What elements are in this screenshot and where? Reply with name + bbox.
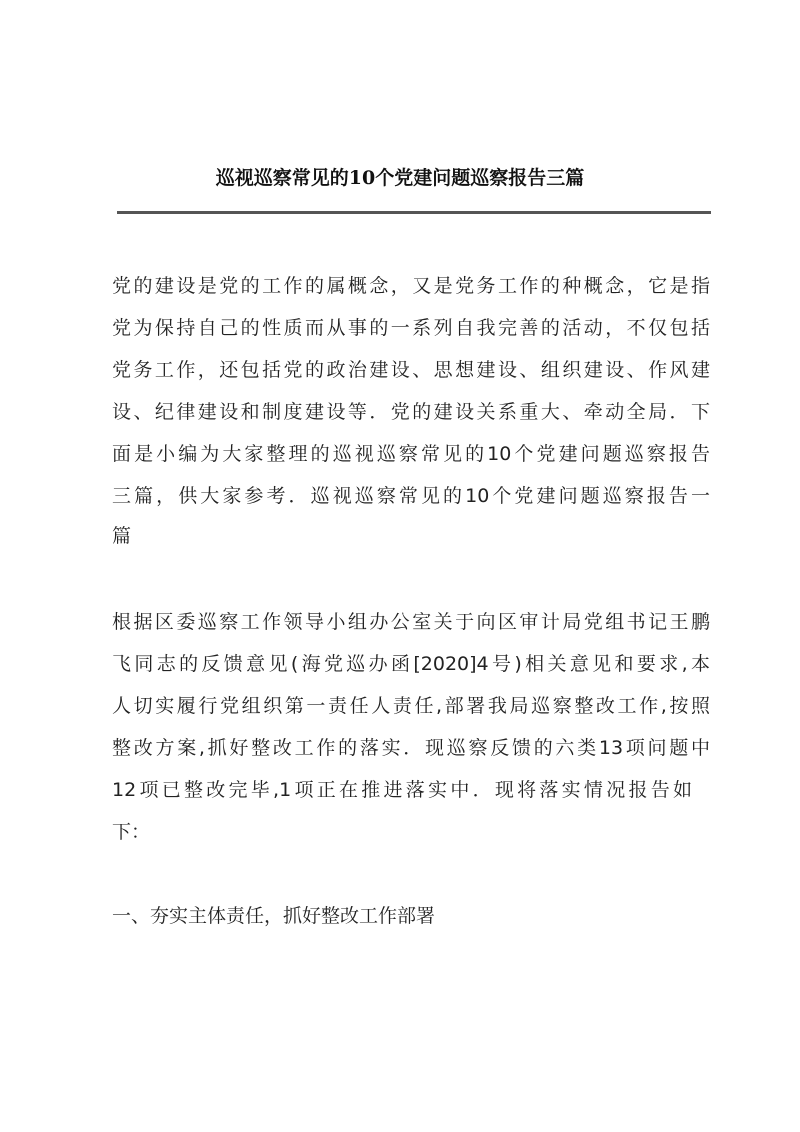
paragraph-line: 篇 xyxy=(112,525,132,547)
paragraph-line: 面是小编为大家整理的巡视巡察常见的10个党建问题巡察报告 xyxy=(112,443,710,465)
paragraph-line: 设、纪律建设和制度建设等．党的建设关系重大、牵动全局．下 xyxy=(112,401,710,423)
paragraph-line: 飞同志的反馈意见(海党巡办函[2020]4号)相关意见和要求,本 xyxy=(112,653,710,675)
paragraph-line: 党为保持自己的性质而从事的一系列自我完善的活动，不仅包括 xyxy=(112,317,710,339)
paragraph-line: 党务工作，还包括党的政治建设、思想建设、组织建设、作风建 xyxy=(112,359,710,381)
paragraph-line: 三篇，供大家参考．巡视巡察常见的10个党建问题巡察报告一 xyxy=(112,485,710,507)
paragraph-line: 党的建设是党的工作的属概念，又是党务工作的种概念，它是指 xyxy=(112,275,710,297)
document-title: 巡视巡察常见的10个党建问题巡察报告三篇 xyxy=(215,167,585,189)
section-heading: 一、夯实主体责任，抓好整改工作部署 xyxy=(112,905,436,927)
paragraph-line: 整改方案,抓好整改工作的落实．现巡察反馈的六类13项问题中 xyxy=(112,737,710,759)
paragraph-line: 下： xyxy=(112,821,151,843)
paragraph-line: 12项已整改完毕,1项正在推进落实中．现将落实情况报告如 xyxy=(112,779,692,801)
paragraph-line: 根据区委巡察工作领导小组办公室关于向区审计局党组书记王鹏 xyxy=(112,611,710,633)
title-underline xyxy=(117,211,711,214)
paragraph-line: 人切实履行党组织第一责任人责任,部署我局巡察整改工作,按照 xyxy=(112,695,710,717)
